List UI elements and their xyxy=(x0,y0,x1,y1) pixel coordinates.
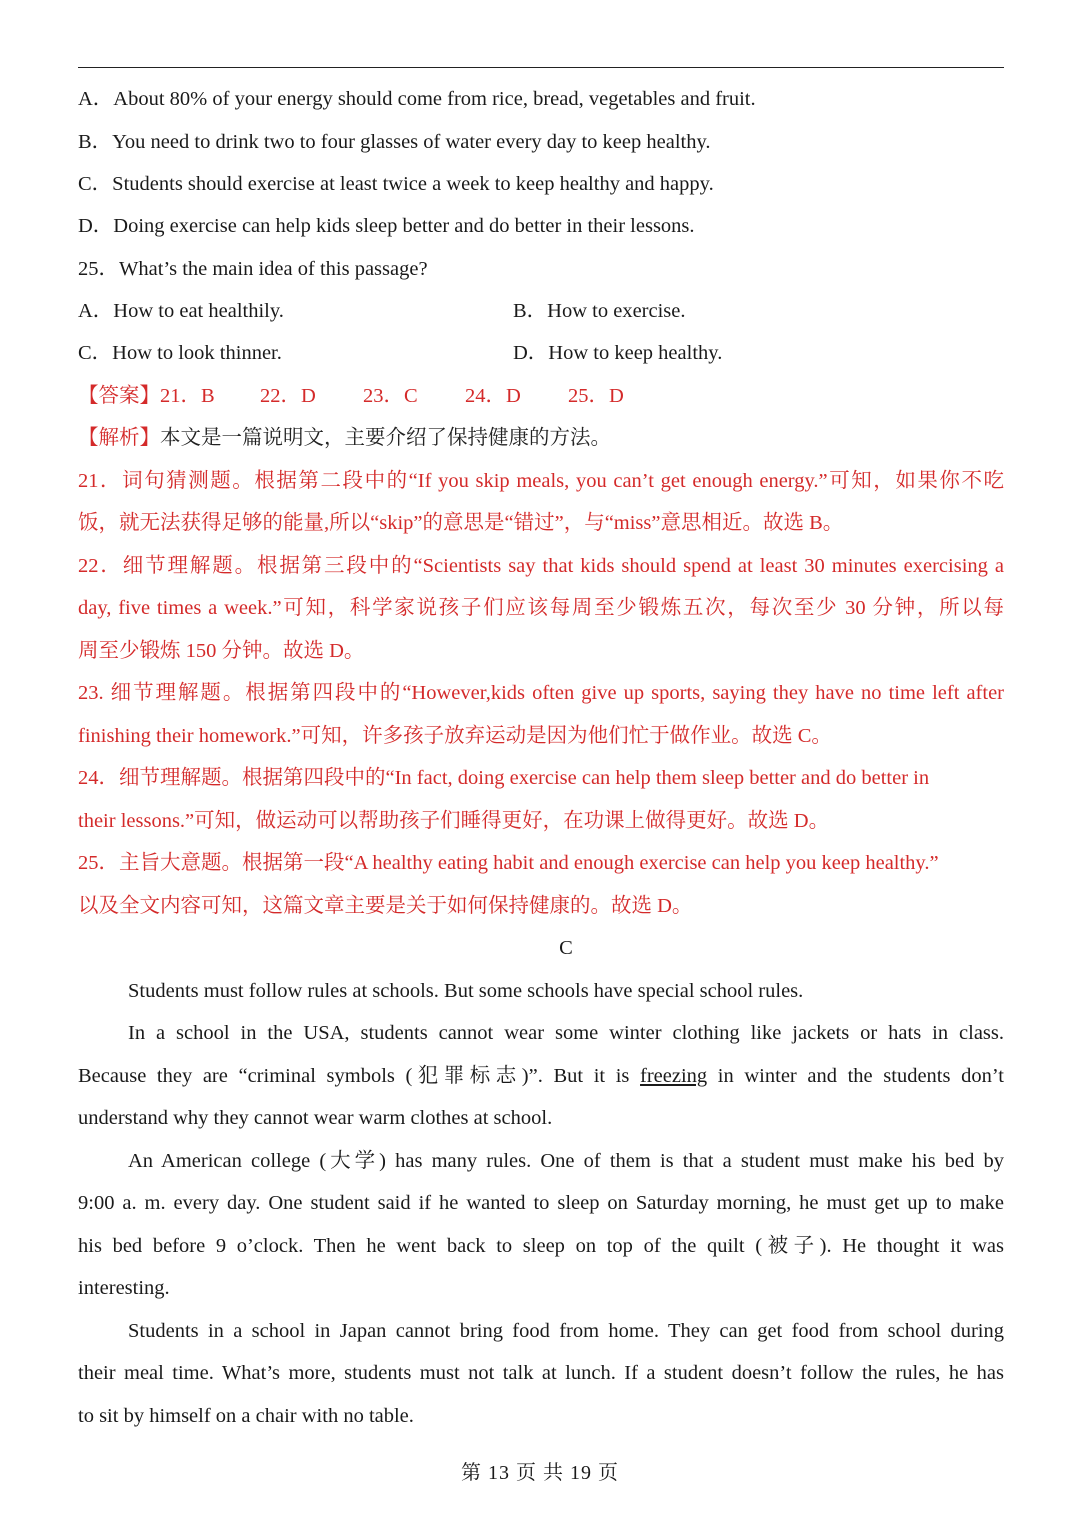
q24-option-a: A．About 80% of your energy should come from rice, bread, vegetables and fruit. xyxy=(78,88,756,110)
analysis-line: 22．细节理解题。根据第三段中的“Scientists say that kids should spend at least 30 minutes exercising a xyxy=(78,555,1004,577)
answer-item: 24．D xyxy=(465,385,521,407)
passage-paragraph-1: Students must follow rules at schools. But some schools have special school rules. xyxy=(128,980,804,1002)
analysis-summary-line xyxy=(78,424,1004,452)
q24-option-b: B．You need to drink two to four glasses of water every day to keep healthy. xyxy=(78,131,711,153)
q25-option-d: D．How to keep healthy. xyxy=(513,342,723,364)
analysis-line: 21．词句猜测题。根据第二段中的“If you skip meals, you can’t get enough energy.”可知，如果你不吃 xyxy=(78,470,1004,492)
passage-paragraph-2-line: understand why they cannot wear warm clothes at school. xyxy=(78,1107,553,1129)
analysis-line: 周至少锻炼 150 分钟。故选 D。 xyxy=(78,640,365,662)
analysis-line: 23. 细节理解题。根据第四段中的“However,kids often give up sports, saying they have no time left after xyxy=(78,682,1004,704)
passage-paragraph-3-line: his bed before 9 o’clock. Then he went back to sleep on top of the quilt (被子). He thought it was xyxy=(78,1235,1004,1257)
passage-paragraph-3-line: interesting. xyxy=(78,1277,170,1299)
text-run: in winter and the students don’t xyxy=(707,1065,1004,1087)
q24-option-c: C．Students should exercise at least twice a week to keep healthy and happy. xyxy=(78,173,714,195)
q24-option-d: D．Doing exercise can help kids sleep better and do better in their lessons. xyxy=(78,215,695,237)
answer-item: 21．B xyxy=(160,385,215,407)
passage-paragraph-4-line: to sit by himself on a chair with no table. xyxy=(78,1405,414,1427)
analysis-label: 【解析】 xyxy=(78,427,160,449)
answer-item: 25．D xyxy=(568,385,624,407)
q25-stem: 25．What’s the main idea of this passage? xyxy=(78,258,428,280)
text-run: Because they are “criminal symbols (犯罪标志)”. But it is xyxy=(78,1065,641,1087)
passage-paragraph-4-line: their meal time. What’s more, students must not talk at lunch. If a student doesn’t follow the rules, he has xyxy=(78,1362,1004,1384)
analysis-line: 以及全文内容可知，这篇文章主要是关于如何保持健康的。故选 D。 xyxy=(78,895,693,917)
passage-paragraph-2-line: In a school in the USA, students cannot wear some winter clothing like jackets or hats in class. xyxy=(128,1022,1004,1044)
analysis-line: day, five times a week.”可知，科学家说孩子们应该每周至少锻炼五次，每次至少 30 分钟，所以每 xyxy=(78,597,1004,619)
analysis-line: 饭，就无法获得足够的能量,所以“skip”的意思是“错过”，与“miss”意思相近。故选 B。 xyxy=(78,512,844,534)
q25-option-c: C．How to look thinner. xyxy=(78,342,282,364)
analysis-line: finishing their homework.”可知，许多孩子放弃运动是因为他们忙于做作业。故选 C。 xyxy=(78,725,832,747)
answer-item: 23．C xyxy=(363,385,418,407)
analysis-line: 24．细节理解题。根据第四段中的“In fact, doing exercise can help them sleep better and do better in xyxy=(78,767,930,789)
q25-option-a: A．How to eat healthily. xyxy=(78,300,284,322)
q25-option-b: B．How to exercise. xyxy=(513,300,686,322)
analysis-summary: 本文是一篇说明文，主要介绍了保持健康的方法。 xyxy=(160,427,611,449)
analysis-line: 25．主旨大意题。根据第一段“A healthy eating habit and enough exercise can help you keep healthy.” xyxy=(78,852,939,874)
header-rule xyxy=(78,67,1004,68)
answer-item: 22．D xyxy=(260,385,316,407)
passage-paragraph-4-line: Students in a school in Japan cannot bring food from home. They can get food from school during xyxy=(128,1320,1004,1342)
passage-paragraph-3-line: An American college (大学) has many rules. One of them is that a student must make his bed by xyxy=(128,1150,1004,1172)
answer-label: 【答案】 xyxy=(78,385,160,407)
analysis-line: their lessons.”可知，做运动可以帮助孩子们睡得更好，在功课上做得更好。故选 D。 xyxy=(78,810,830,832)
answer-line xyxy=(78,382,1004,410)
underlined-word: freezing xyxy=(640,1065,708,1087)
page-footer: 第 13 页 共 19 页 xyxy=(461,1462,619,1484)
passage-heading: C xyxy=(559,937,573,959)
passage-paragraph-3-line: 9:00 a. m. every day. One student said if he wanted to sleep on Saturday morning, he must get up to make xyxy=(78,1192,1004,1214)
passage-paragraph-2-line xyxy=(78,1062,1004,1090)
